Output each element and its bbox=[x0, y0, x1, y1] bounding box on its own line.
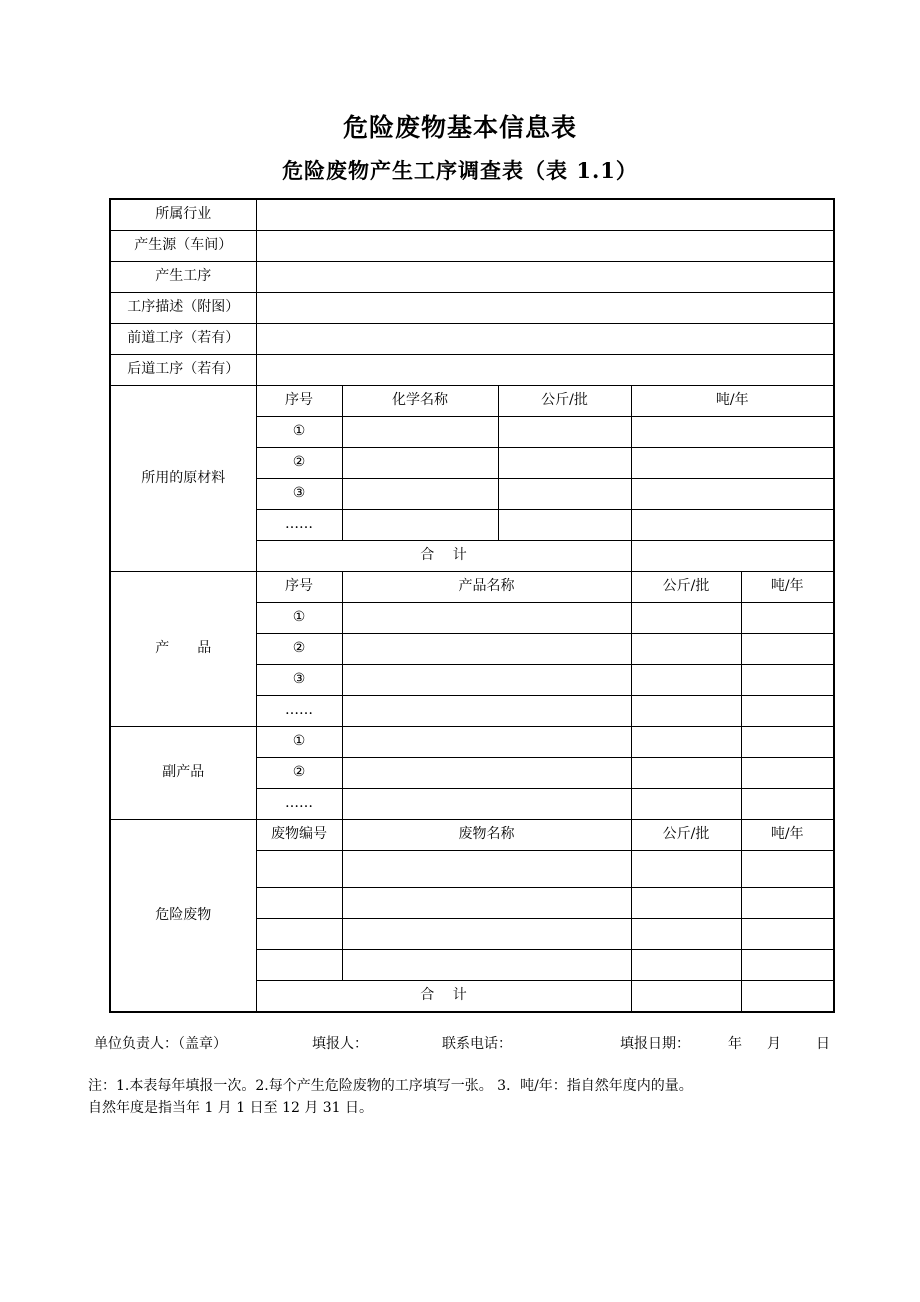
column-header: 序号 bbox=[256, 386, 342, 417]
ton-per-year-cell[interactable] bbox=[741, 851, 834, 888]
unit-head-label: 单位负责人：（盖章） bbox=[94, 1036, 227, 1052]
info-label: 工序描述（附图） bbox=[110, 293, 256, 324]
chemical-name-cell[interactable] bbox=[342, 417, 498, 448]
info-value-cell[interactable] bbox=[256, 199, 834, 231]
column-header: 公斤/批 bbox=[631, 572, 741, 603]
kg-per-batch-cell[interactable] bbox=[631, 789, 741, 820]
signature-footer bbox=[94, 1033, 834, 1055]
row-number: …… bbox=[256, 510, 342, 541]
column-header: 吨/年 bbox=[631, 386, 834, 417]
kg-per-batch-cell[interactable] bbox=[631, 603, 741, 634]
ton-per-year-cell[interactable] bbox=[631, 479, 834, 510]
note-line: 自然年度是指当年 1 月 1 日至 12 月 31 日。 bbox=[88, 1100, 374, 1116]
ton-per-year-cell[interactable] bbox=[741, 919, 834, 950]
chemical-name-cell[interactable] bbox=[342, 448, 498, 479]
page-title: 危险废物基本信息表 bbox=[342, 113, 577, 142]
column-header: 序号 bbox=[256, 572, 342, 603]
product-name-cell[interactable] bbox=[342, 696, 631, 727]
row-number: ② bbox=[256, 448, 342, 479]
kg-per-batch-cell[interactable] bbox=[631, 665, 741, 696]
waste-name-cell[interactable] bbox=[342, 888, 631, 919]
ton-per-year-cell[interactable] bbox=[741, 696, 834, 727]
waste-code-cell[interactable] bbox=[256, 851, 342, 888]
row-number: ③ bbox=[256, 479, 342, 510]
kg-per-batch-cell[interactable] bbox=[498, 479, 631, 510]
column-header: 吨/年 bbox=[741, 572, 834, 603]
waste-code-cell[interactable] bbox=[256, 950, 342, 981]
info-value-cell[interactable] bbox=[256, 231, 834, 262]
info-row bbox=[110, 293, 834, 324]
row-number: ③ bbox=[256, 665, 342, 696]
kg-per-batch-cell[interactable] bbox=[631, 950, 741, 981]
row-number: …… bbox=[256, 789, 342, 820]
raw-materials-label: 所用的原材料 bbox=[110, 386, 256, 572]
ton-per-year-cell[interactable] bbox=[741, 727, 834, 758]
info-label: 前道工序（若有） bbox=[110, 324, 256, 355]
row-number: ② bbox=[256, 758, 342, 789]
info-value-cell[interactable] bbox=[256, 293, 834, 324]
ton-per-year-cell[interactable] bbox=[741, 758, 834, 789]
hazardous-waste-label: 危险废物 bbox=[110, 820, 256, 1013]
kg-per-batch-cell[interactable] bbox=[631, 851, 741, 888]
info-row bbox=[110, 355, 834, 386]
info-value-cell[interactable] bbox=[256, 324, 834, 355]
column-header: 化学名称 bbox=[342, 386, 498, 417]
info-row bbox=[110, 324, 834, 355]
kg-per-batch-cell[interactable] bbox=[631, 758, 741, 789]
info-row bbox=[110, 231, 834, 262]
waste-name-cell[interactable] bbox=[342, 919, 631, 950]
waste-name-cell[interactable] bbox=[342, 851, 631, 888]
total-label: 合 计 bbox=[256, 541, 631, 572]
hazardous-waste-form-table bbox=[109, 198, 835, 1013]
kg-per-batch-cell[interactable] bbox=[498, 448, 631, 479]
ton-per-year-cell[interactable] bbox=[741, 665, 834, 696]
info-row bbox=[110, 199, 834, 231]
ton-per-year-cell[interactable] bbox=[741, 888, 834, 919]
byproduct-name-cell[interactable] bbox=[342, 789, 631, 820]
row-number: ① bbox=[256, 603, 342, 634]
byproduct-row bbox=[110, 727, 834, 758]
byproduct-name-cell[interactable] bbox=[342, 758, 631, 789]
info-label: 产生工序 bbox=[110, 262, 256, 293]
product-name-cell[interactable] bbox=[342, 665, 631, 696]
date-label: 填报日期： bbox=[620, 1036, 690, 1052]
byproducts-label: 副产品 bbox=[110, 727, 256, 820]
info-label: 所属行业 bbox=[110, 199, 256, 231]
info-label: 产生源（车间） bbox=[110, 231, 256, 262]
kg-per-batch-cell[interactable] bbox=[498, 510, 631, 541]
kg-per-batch-cell[interactable] bbox=[631, 727, 741, 758]
product-name-cell[interactable] bbox=[342, 634, 631, 665]
ton-per-year-cell[interactable] bbox=[741, 603, 834, 634]
total-value-cell[interactable] bbox=[631, 541, 834, 572]
filler-label: 填报人： bbox=[312, 1036, 368, 1052]
column-header: 公斤/批 bbox=[498, 386, 631, 417]
waste-code-cell[interactable] bbox=[256, 888, 342, 919]
raw-materials-header-row bbox=[110, 386, 834, 417]
total-ton-cell[interactable] bbox=[741, 981, 834, 1013]
row-number: ① bbox=[256, 417, 342, 448]
info-value-cell[interactable] bbox=[256, 355, 834, 386]
info-value-cell[interactable] bbox=[256, 262, 834, 293]
info-row bbox=[110, 262, 834, 293]
kg-per-batch-cell[interactable] bbox=[631, 634, 741, 665]
month-label: 月 bbox=[767, 1036, 781, 1052]
column-header: 废物编号 bbox=[256, 820, 342, 851]
column-header: 公斤/批 bbox=[631, 820, 741, 851]
ton-per-year-cell[interactable] bbox=[631, 448, 834, 479]
ton-per-year-cell[interactable] bbox=[741, 950, 834, 981]
products-header-row bbox=[110, 572, 834, 603]
ton-per-year-cell[interactable] bbox=[631, 417, 834, 448]
table-subtitle: 危险废物产生工序调查表（表 1.1） bbox=[282, 158, 638, 183]
ton-per-year-cell[interactable] bbox=[631, 510, 834, 541]
chemical-name-cell[interactable] bbox=[342, 479, 498, 510]
waste-name-cell[interactable] bbox=[342, 950, 631, 981]
phone-label: 联系电话： bbox=[442, 1036, 512, 1052]
kg-per-batch-cell[interactable] bbox=[631, 888, 741, 919]
column-header: 产品名称 bbox=[342, 572, 631, 603]
waste-code-cell[interactable] bbox=[256, 919, 342, 950]
column-header: 废物名称 bbox=[342, 820, 631, 851]
year-label: 年 bbox=[728, 1036, 742, 1052]
ton-per-year-cell[interactable] bbox=[741, 634, 834, 665]
day-label: 日 bbox=[816, 1036, 830, 1052]
total-kg-cell[interactable] bbox=[631, 981, 741, 1013]
kg-per-batch-cell[interactable] bbox=[631, 919, 741, 950]
product-name-cell[interactable] bbox=[342, 603, 631, 634]
total-label: 合 计 bbox=[256, 981, 631, 1013]
chemical-name-cell[interactable] bbox=[342, 510, 498, 541]
ton-per-year-cell[interactable] bbox=[741, 789, 834, 820]
note-line: 注：1.本表每年填报一次。2.每个产生危险废物的工序填写一张。 3．吨/年：指自然年度内的量。 bbox=[88, 1078, 693, 1094]
notes bbox=[88, 1075, 868, 1119]
info-label: 后道工序（若有） bbox=[110, 355, 256, 386]
row-number: ① bbox=[256, 727, 342, 758]
column-header: 吨/年 bbox=[741, 820, 834, 851]
hazardous-waste-header-row bbox=[110, 820, 834, 851]
row-number: ② bbox=[256, 634, 342, 665]
byproduct-name-cell[interactable] bbox=[342, 727, 631, 758]
kg-per-batch-cell[interactable] bbox=[631, 696, 741, 727]
row-number: …… bbox=[256, 696, 342, 727]
kg-per-batch-cell[interactable] bbox=[498, 417, 631, 448]
products-label: 产 品 bbox=[110, 572, 256, 727]
